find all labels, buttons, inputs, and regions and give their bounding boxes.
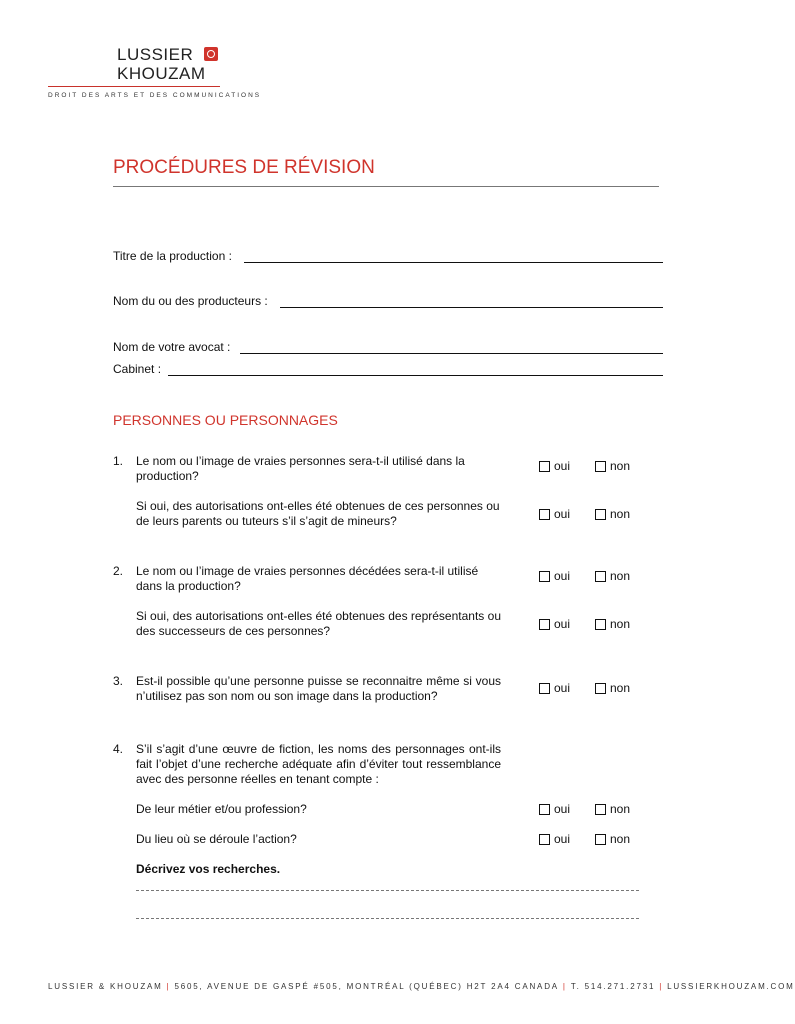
firm-field[interactable] — [168, 375, 663, 376]
q1-no-option[interactable]: non — [595, 459, 630, 473]
q2-sub-yes-option[interactable]: oui — [539, 617, 570, 631]
checkbox-icon[interactable] — [595, 804, 606, 815]
checkbox-icon[interactable] — [595, 571, 606, 582]
logo-line2: KHOUZAM — [117, 64, 206, 83]
q3-yes-option[interactable]: oui — [539, 681, 570, 695]
q2-sub-no-option[interactable]: non — [595, 617, 630, 631]
question-4-sub-a: De leur métier et/ou profession? — [136, 802, 307, 816]
question-2-sub-text: Si oui, des autorisations ont-elles été obtenues des représentants ou des successeurs de ces personnes? — [136, 609, 501, 638]
checkbox-icon[interactable] — [595, 683, 606, 694]
footer-name: LUSSIER & KHOUZAM — [48, 982, 163, 991]
checkbox-icon[interactable] — [595, 619, 606, 630]
section-title: PERSONNES OU PERSONNAGES — [113, 412, 338, 428]
q2-no-option[interactable]: non — [595, 569, 630, 583]
q4a-no-option[interactable]: non — [595, 802, 630, 816]
checkbox-icon[interactable] — [539, 571, 550, 582]
producers-field[interactable] — [280, 307, 663, 308]
checkbox-icon[interactable] — [595, 509, 606, 520]
describe-research-label: Décrivez vos recherches. — [136, 862, 281, 876]
question-1-sub-text: Si oui, des autorisations ont-elles été obtenues de ces personnes ou de leurs parents ou tuteurs s’il s’agit de mineurs? — [136, 499, 500, 528]
question-3-text: Est-il possible qu’une personne puisse se reconnaitre même si vous n’utilisez pas son nom ou son image dans la production? — [136, 674, 501, 703]
question-number: 2. — [113, 564, 124, 578]
footer-website[interactable]: LUSSIERKHOUZAM.COM — [667, 982, 795, 991]
q4b-yes-option[interactable]: oui — [539, 832, 570, 846]
question-number: 4. — [113, 742, 124, 756]
question-2-text: Le nom ou l’image de vraies personnes décédées sera-t-il utilisé dans la production? — [136, 564, 479, 593]
page-title: PROCÉDURES DE RÉVISION — [113, 157, 375, 178]
checkbox-icon[interactable] — [595, 461, 606, 472]
q1-sub-yes-option[interactable]: oui — [539, 507, 570, 521]
producers-label: Nom du ou des producteurs : — [113, 294, 268, 308]
footer: LUSSIER & KHOUZAM | 5605, AVENUE DE GASPÉ #505, MONTRÉAL (QUÉBEC) H2T 2A4 CANADA | T. 514.271.2731 | LUSSIERKHOUZAM.COM — [48, 982, 795, 991]
title-divider — [113, 186, 659, 187]
checkbox-icon[interactable] — [539, 509, 550, 520]
question-4-text: S’il s’agit d’une œuvre de fiction, les noms des personnages ont-ils fait l’objet d’une recherche adéquate afin d’éviter tout ressemblance avec des personne réelles en tenant compte : — [136, 742, 501, 786]
logo-rule — [48, 86, 220, 87]
checkbox-icon[interactable] — [539, 834, 550, 845]
checkbox-icon[interactable] — [539, 461, 550, 472]
checkbox-icon[interactable] — [539, 683, 550, 694]
firm-label: Cabinet : — [113, 362, 162, 376]
logo-mark-icon — [204, 47, 218, 61]
question-1-text: Le nom ou l’image de vraies personnes sera-t-il utilisé dans la production? — [136, 454, 465, 483]
question-number: 3. — [113, 674, 124, 688]
research-answer-line[interactable] — [136, 890, 639, 891]
footer-phone: T. 514.271.2731 — [570, 982, 656, 991]
lawyer-label: Nom de votre avocat : — [113, 340, 231, 354]
q3-no-option[interactable]: non — [595, 681, 630, 695]
production-title-label: Titre de la production : — [113, 249, 232, 263]
logo-tagline: DROIT DES ARTS ET DES COMMUNICATIONS — [48, 92, 262, 99]
question-4-sub-b: Du lieu où se déroule l’action? — [136, 832, 297, 846]
research-answer-line[interactable] — [136, 918, 639, 919]
q1-yes-option[interactable]: oui — [539, 459, 570, 473]
q4a-yes-option[interactable]: oui — [539, 802, 570, 816]
logo-line1: LUSSIER — [117, 45, 194, 64]
q1-sub-no-option[interactable]: non — [595, 507, 630, 521]
checkbox-icon[interactable] — [595, 834, 606, 845]
q4b-no-option[interactable]: non — [595, 832, 630, 846]
question-number: 1. — [113, 454, 124, 468]
footer-address: 5605, AVENUE DE GASPÉ #505, MONTRÉAL (QUÉBEC) H2T 2A4 CANADA — [174, 982, 559, 991]
lawyer-field[interactable] — [240, 353, 663, 354]
checkbox-icon[interactable] — [539, 619, 550, 630]
checkbox-icon[interactable] — [539, 804, 550, 815]
production-title-field[interactable] — [244, 262, 663, 263]
q2-yes-option[interactable]: oui — [539, 569, 570, 583]
